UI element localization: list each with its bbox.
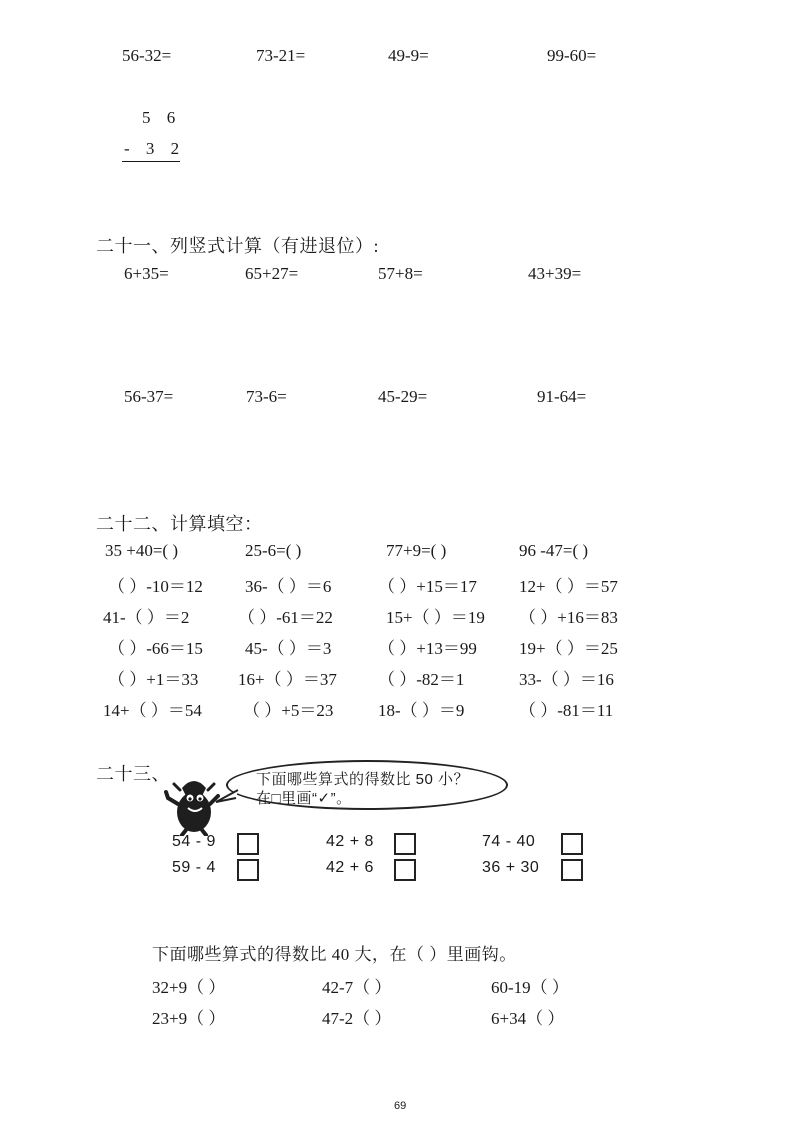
problem-73-21: 73-21=	[256, 46, 306, 65]
check-problem: 23+9（ ）	[152, 1009, 226, 1028]
fill-blank: 19+（ ）＝25	[519, 639, 618, 658]
answer-checkbox[interactable]	[561, 859, 583, 881]
box-problem: 42 + 8	[326, 833, 374, 850]
vertical-bottom: - 3 2	[124, 139, 186, 158]
fill-blank: （ ）-81＝11	[519, 701, 614, 720]
bubble-text-line2: 在□里画“✓”。	[256, 790, 352, 807]
check-problem: 42-7（ ）	[322, 978, 392, 997]
s21-problem: 57+8=	[378, 264, 423, 283]
box-problem: 59 - 4	[172, 859, 216, 876]
page-number: 69	[394, 1100, 407, 1112]
fill-blank: 12+（ ）＝57	[519, 577, 618, 596]
box-problem: 54 - 9	[172, 833, 216, 850]
fill-blank: （ ）-61＝22	[238, 608, 333, 627]
fill-blank: 35 +40=( )	[105, 541, 178, 560]
s21-problem: 6+35=	[124, 264, 169, 283]
problem-49-9: 49-9=	[388, 46, 429, 65]
fill-blank: 16+（ ）＝37	[238, 670, 337, 689]
bubble-text-line1: 下面哪些算式的得数比 50 小？	[256, 771, 470, 788]
fill-blank: （ ）+13＝99	[378, 639, 477, 658]
check-problem: 32+9（ ）	[152, 978, 226, 997]
section22-heading: 二十二、计算填空：	[96, 514, 263, 534]
fill-blank: 36-（ ）＝6	[245, 577, 332, 596]
speech-bubble-tail	[214, 788, 240, 806]
fill-blank: 77+9=( )	[386, 541, 447, 560]
s21-problem: 45-29=	[378, 387, 428, 406]
fill-blank: （ ）-10＝12	[108, 577, 203, 596]
fill-blank: （ ）+1＝33	[108, 670, 199, 689]
answer-checkbox[interactable]	[394, 859, 416, 881]
answer-checkbox[interactable]	[237, 859, 259, 881]
fill-blank: 33-（ ）＝16	[519, 670, 614, 689]
problem-56-32: 56-32=	[122, 46, 172, 65]
fill-blank: 41-（ ）＝2	[103, 608, 190, 627]
box-problem: 36 + 30	[482, 859, 540, 876]
box-problem: 74 - 40	[482, 833, 536, 850]
instruction-text: 下面哪些算式的得数比 40 大，在（ ）里画钩。	[152, 945, 517, 964]
vertical-top: 5 6	[142, 108, 182, 127]
check-problem: 60-19（ ）	[491, 978, 569, 997]
problem-99-60: 99-60=	[547, 46, 597, 65]
section23-heading: 二十三、	[96, 764, 170, 784]
s21-problem: 73-6=	[246, 387, 287, 406]
answer-checkbox[interactable]	[237, 833, 259, 855]
s21-problem: 65+27=	[245, 264, 299, 283]
fill-blank: （ ）-82＝1	[378, 670, 465, 689]
fill-blank: （ ）+5＝23	[243, 701, 334, 720]
check-problem: 47-2（ ）	[322, 1009, 392, 1028]
fill-blank: 15+（ ）＝19	[386, 608, 485, 627]
box-problem: 42 + 6	[326, 859, 374, 876]
fill-blank: 18-（ ）＝9	[378, 701, 465, 720]
fill-blank: （ ）-66＝15	[108, 639, 203, 658]
fill-blank: 96 -47=( )	[519, 541, 589, 560]
check-problem: 6+34（ ）	[491, 1009, 565, 1028]
s21-problem: 43+39=	[528, 264, 582, 283]
section21-heading: 二十一、列竖式计算（有进退位）:	[96, 236, 379, 256]
s21-problem: 91-64=	[537, 387, 587, 406]
answer-checkbox[interactable]	[394, 833, 416, 855]
vertical-underline	[122, 161, 180, 162]
fill-blank: 14+（ ）＝54	[103, 701, 202, 720]
fill-blank: 25-6=( )	[245, 541, 302, 560]
fill-blank: 45-（ ）＝3	[245, 639, 332, 658]
answer-checkbox[interactable]	[561, 833, 583, 855]
fill-blank: （ ）+16＝83	[519, 608, 618, 627]
s21-problem: 56-37=	[124, 387, 174, 406]
fill-blank: （ ）+15＝17	[378, 577, 477, 596]
